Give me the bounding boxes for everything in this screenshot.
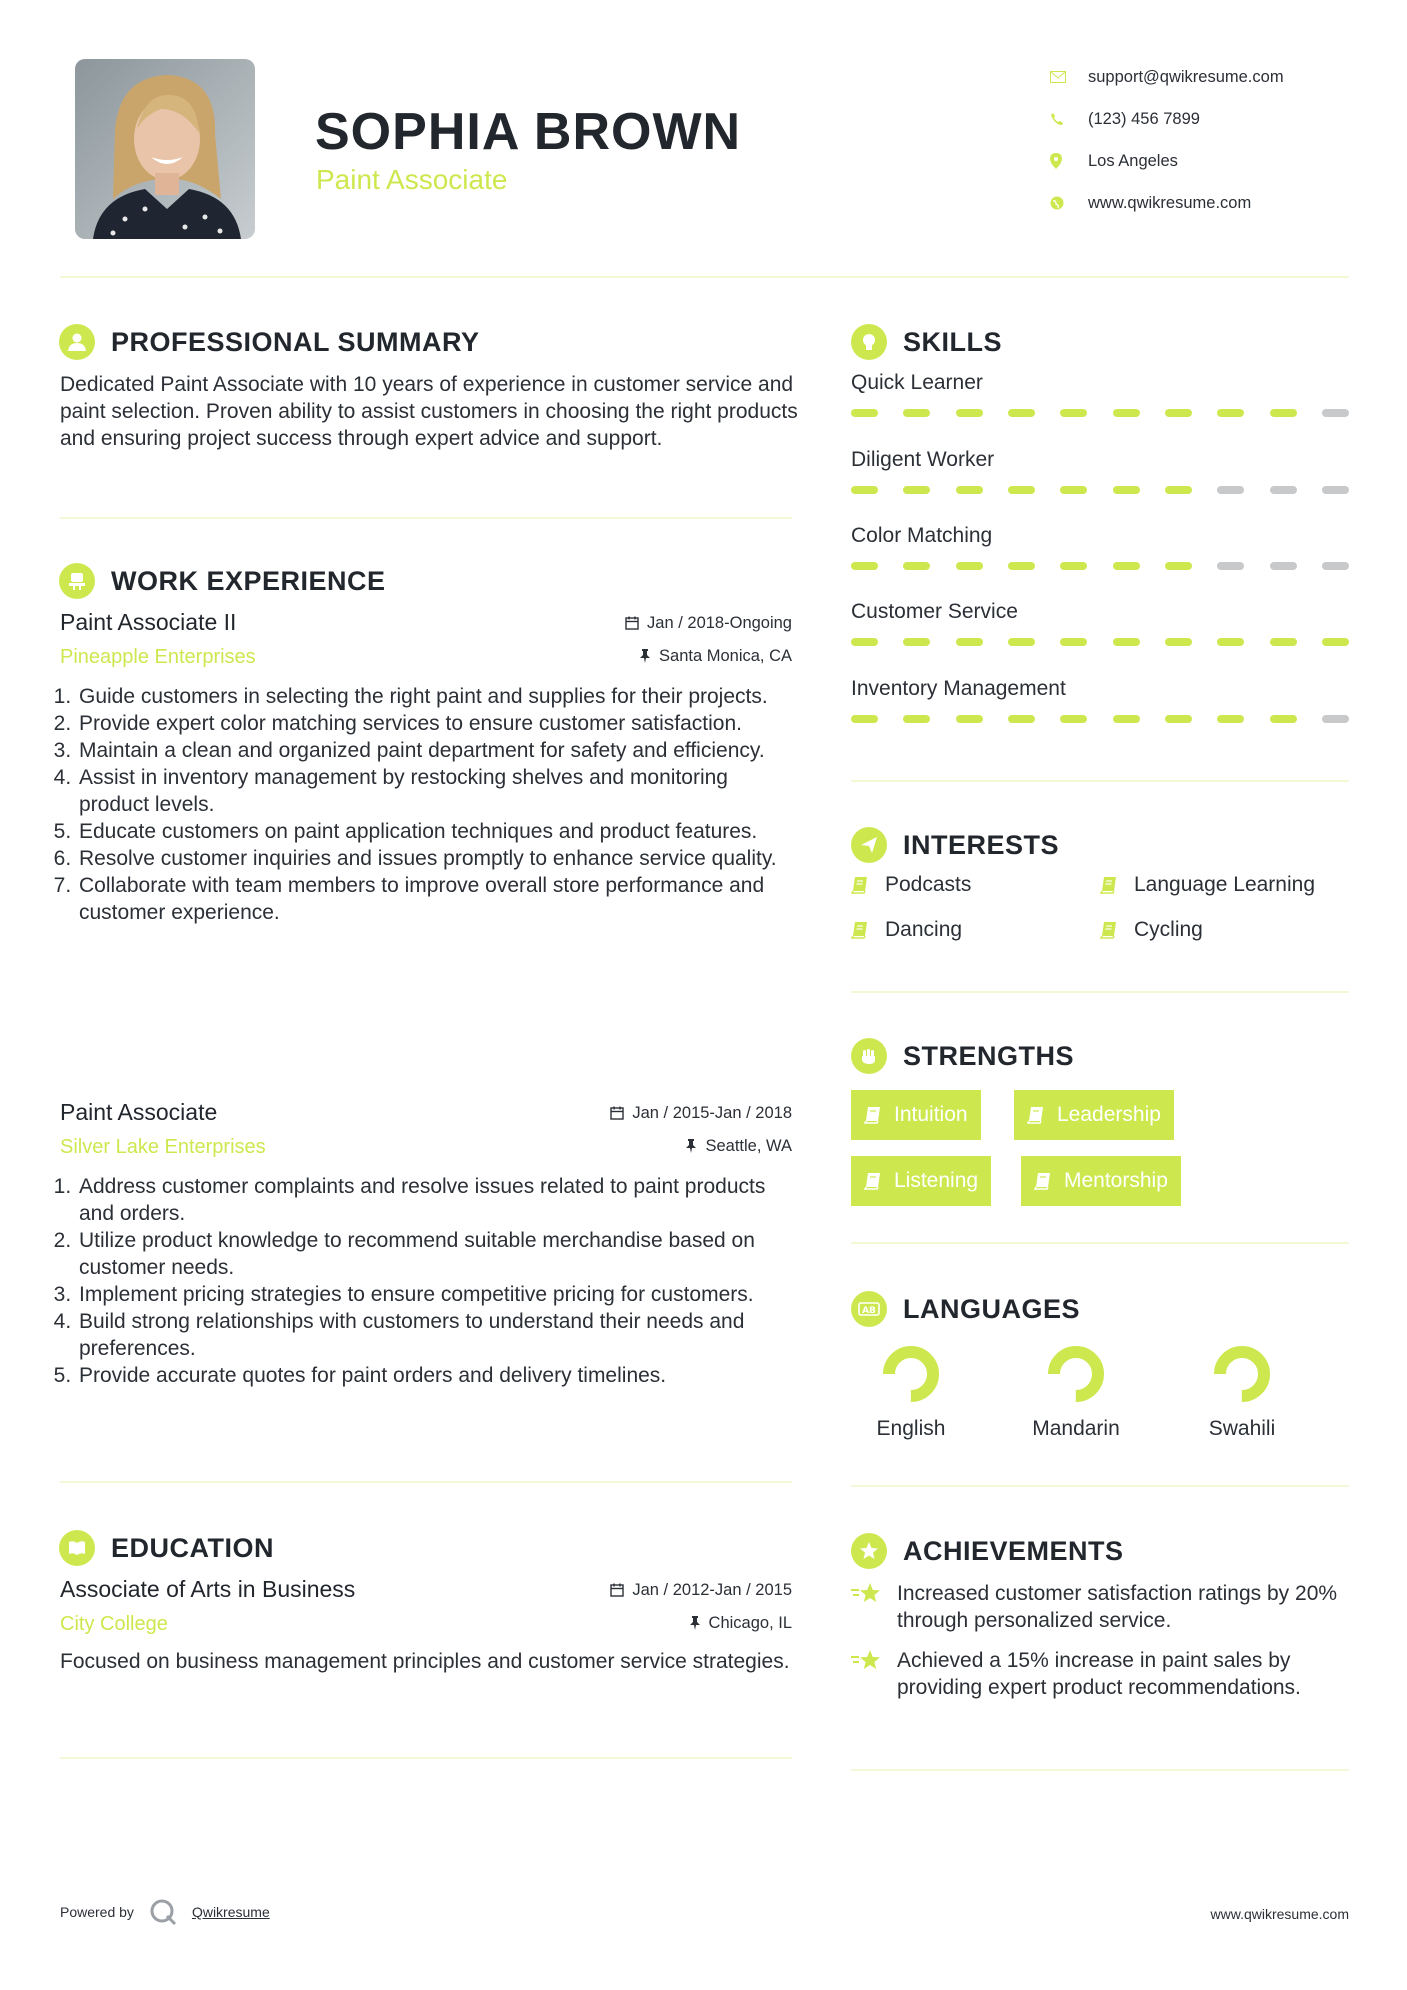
book-icon: [864, 1106, 882, 1124]
experience-section-header: [59, 563, 386, 599]
skill-dash-filled: [903, 486, 930, 494]
skill-dash-filled: [903, 715, 930, 723]
language-level-ring: [1212, 1344, 1272, 1404]
powered-by-text: Powered by: [60, 1904, 134, 1920]
skill-item: [851, 600, 1349, 646]
summary-section-header: [59, 324, 480, 360]
book-icon: [851, 921, 869, 939]
interest-label: Dancing: [885, 918, 963, 941]
skill-dash-empty: [1270, 562, 1297, 570]
skill-dash-filled: [903, 562, 930, 570]
skill-dash-filled: [1113, 638, 1140, 646]
footer-website[interactable]: www.qwikresume.com: [1210, 1906, 1349, 1922]
calendar-icon: [610, 1583, 624, 1597]
achievements-divider: [851, 1769, 1349, 1771]
strength-tag: [851, 1156, 991, 1206]
education-dates-text: Jan / 2012-Jan / 2015: [632, 1580, 792, 1599]
education-entry: [60, 1576, 792, 1675]
candidate-name: SOPHIA BROWN: [315, 103, 742, 161]
skill-dash-filled: [956, 715, 983, 723]
skill-dash-empty: [1270, 486, 1297, 494]
interest-label: Language Learning: [1134, 873, 1316, 896]
skill-name: Diligent Worker: [851, 448, 995, 471]
book-icon: [1100, 921, 1118, 939]
graduation-icon: [59, 1530, 95, 1566]
book-icon: [1034, 1172, 1052, 1190]
skill-dash-filled: [956, 409, 983, 417]
skill-level-bar: [851, 562, 1349, 570]
strengths-title: STRENGTHS: [903, 1040, 1075, 1071]
job-entry: [60, 1099, 792, 1389]
list-item: 2. Utilize product knowledge to recommend suitable merchandise based on customer needs.: [77, 1227, 792, 1281]
skill-dash-filled: [1060, 715, 1087, 723]
skill-item: [851, 677, 1349, 723]
job-title: Paint Associate II: [60, 609, 237, 635]
skill-dash-filled: [1008, 562, 1035, 570]
job-dates: [610, 1104, 792, 1123]
skill-dash-empty: [1322, 486, 1349, 494]
strengths-divider: [851, 1242, 1349, 1244]
job-entry: [60, 609, 792, 926]
interest-label: Podcasts: [885, 873, 972, 896]
language-item: [846, 1344, 976, 1441]
skill-dash-filled: [1008, 409, 1035, 417]
skill-name: Customer Service: [851, 600, 1018, 623]
education-dates: [610, 1581, 792, 1600]
achievement-text: Achieved a 15% increase in paint sales by providing expert product recommendations.: [897, 1649, 1301, 1699]
contact-email[interactable]: [1050, 56, 1370, 98]
language-level-arc: [1054, 1352, 1098, 1396]
degree-title: Associate of Arts in Business: [60, 1576, 356, 1602]
contact-website-text: www.qwikresume.com: [1088, 193, 1252, 212]
list-item: 6. Resolve customer inquiries and issues promptly to enhance service quality.: [77, 845, 792, 872]
languages-section-header: [851, 1291, 1080, 1327]
education-location-text: Chicago, IL: [708, 1613, 792, 1632]
achievements-section-header: [851, 1533, 1124, 1569]
skill-dash-filled: [1113, 562, 1140, 570]
list-item: 3. Implement pricing strategies to ensure competitive pricing for customers.: [77, 1281, 792, 1308]
skill-dash-filled: [1322, 638, 1349, 646]
calendar-icon: [610, 1106, 624, 1120]
skill-dash-filled: [851, 409, 878, 417]
skill-dash-filled: [851, 638, 878, 646]
language-level-ring: [1046, 1344, 1106, 1404]
svg-text:AB: AB: [862, 1306, 876, 1316]
contact-list: [1050, 56, 1370, 224]
contact-phone-text: (123) 456 7899: [1088, 109, 1200, 128]
summary-divider: [60, 517, 792, 519]
languages-divider: [851, 1485, 1349, 1487]
skill-dash-filled: [1165, 715, 1192, 723]
language-level-arc: [1220, 1352, 1264, 1396]
skills-section-header: [851, 324, 1002, 360]
achievements-title: ACHIEVEMENTS: [903, 1535, 1124, 1566]
skill-dash-filled: [1165, 486, 1192, 494]
achievement-item: [851, 1580, 1351, 1634]
star-icon: [851, 1582, 883, 1606]
job-location-text: Santa Monica, CA: [659, 646, 792, 665]
language-name: Swahili: [1208, 1417, 1276, 1440]
job-company: Pineapple Enterprises: [60, 646, 256, 668]
list-item: 5. Provide accurate quotes for paint orders and delivery timelines.: [77, 1362, 792, 1389]
paper-plane-icon: [851, 827, 887, 863]
skill-dash-filled: [956, 562, 983, 570]
list-item: 1. Address customer complaints and resolve issues related to paint products and orders.: [77, 1173, 792, 1227]
job-location: [639, 647, 792, 666]
pushpin-icon: [689, 1616, 701, 1630]
globe-icon: [1050, 193, 1088, 213]
star-icon: [851, 1649, 883, 1673]
contact-email-text: support@qwikresume.com: [1088, 67, 1284, 86]
candidate-job-title: Paint Associate: [316, 164, 508, 195]
skill-level-bar: [851, 486, 1349, 494]
skill-name: Quick Learner: [851, 371, 983, 394]
map-pin-icon: [1050, 151, 1088, 171]
language-level-arc: [889, 1352, 933, 1396]
qwikresume-logo-icon: [148, 1897, 178, 1927]
list-item: 1. Guide customers in selecting the right paint and supplies for their projects.: [77, 683, 792, 710]
achievement-item: [851, 1647, 1351, 1701]
strength-label: Intuition: [894, 1103, 968, 1126]
contact-phone[interactable]: [1050, 98, 1370, 140]
skill-dash-filled: [903, 409, 930, 417]
strengths-section-header: [851, 1038, 1074, 1074]
skill-dash-filled: [1008, 638, 1035, 646]
skill-dash-filled: [851, 562, 878, 570]
skill-dash-filled: [1113, 715, 1140, 723]
skill-dash-filled: [1165, 562, 1192, 570]
skill-dash-filled: [1270, 638, 1297, 646]
skill-dash-filled: [1060, 486, 1087, 494]
interest-item: [851, 918, 962, 942]
skill-dash-filled: [851, 486, 878, 494]
skill-dash-empty: [1322, 409, 1349, 417]
user-icon: [59, 324, 95, 360]
summary-text: Dedicated Paint Associate with 10 years of experience in customer service and paint selection. Proven ability to assist customers in choosing the right products and ensuring project success through expert advice and support.: [60, 373, 798, 450]
lightbulb-icon: [851, 324, 887, 360]
strength-tag: [1014, 1090, 1174, 1140]
skill-dash-filled: [903, 638, 930, 646]
skill-level-bar: [851, 638, 1349, 646]
job-dates-text: Jan / 2015-Jan / 2018: [632, 1103, 792, 1122]
fist-icon: [851, 1038, 887, 1074]
language-item: [1011, 1344, 1141, 1441]
calendar-icon: [625, 616, 639, 630]
skill-dash-filled: [1008, 486, 1035, 494]
contact-location: [1050, 140, 1370, 182]
school-name: City College: [60, 1613, 168, 1635]
job-location-text: Seattle, WA: [705, 1136, 792, 1155]
skill-dash-filled: [851, 715, 878, 723]
phone-icon: [1050, 109, 1088, 129]
job-dates: [625, 614, 792, 633]
job-duties-list: [60, 683, 792, 926]
skill-dash-filled: [1113, 486, 1140, 494]
job-company: Silver Lake Enterprises: [60, 1136, 266, 1158]
job-location: [685, 1137, 792, 1156]
skill-name: Inventory Management: [851, 677, 1066, 700]
strength-tag: [851, 1090, 981, 1140]
book-icon: [1027, 1106, 1045, 1124]
skill-dash-filled: [1217, 638, 1244, 646]
footer-powered-by: [60, 1897, 270, 1927]
qwikresume-link[interactable]: Qwikresume: [191, 1904, 270, 1920]
contact-location-text: Los Angeles: [1088, 151, 1178, 170]
experience-title: WORK EXPERIENCE: [111, 565, 386, 596]
skill-item: [851, 524, 1349, 570]
skill-dash-filled: [1060, 562, 1087, 570]
interest-item: [1100, 918, 1203, 942]
job-title: Paint Associate: [60, 1099, 218, 1125]
skill-item: [851, 371, 1349, 417]
job-duties-list: [60, 1173, 792, 1389]
education-section-header: [59, 1530, 274, 1566]
language-item: [1177, 1344, 1307, 1441]
skill-item: [851, 448, 1349, 494]
skill-dash-filled: [1165, 638, 1192, 646]
skill-dash-filled: [1113, 409, 1140, 417]
language-icon: [851, 1291, 887, 1327]
skill-dash-filled: [956, 486, 983, 494]
skill-dash-filled: [1217, 715, 1244, 723]
envelope-icon: [1050, 67, 1088, 87]
language-name: English: [876, 1417, 946, 1440]
book-icon: [864, 1172, 882, 1190]
skill-dash-filled: [1270, 409, 1297, 417]
pushpin-icon: [639, 649, 651, 663]
skill-dash-filled: [1008, 715, 1035, 723]
interest-label: Cycling: [1134, 918, 1203, 941]
skill-dash-filled: [1060, 409, 1087, 417]
strength-tag: [1021, 1156, 1181, 1206]
profile-photo: [75, 59, 255, 239]
skill-dash-filled: [956, 638, 983, 646]
language-name: Mandarin: [1032, 1417, 1120, 1440]
interest-item: [851, 873, 971, 897]
pushpin-icon: [685, 1139, 697, 1153]
skill-dash-empty: [1217, 486, 1244, 494]
header-divider: [60, 276, 1349, 278]
skill-dash-empty: [1322, 562, 1349, 570]
achievement-text: Increased customer satisfaction ratings by 20% through personalized service.: [897, 1582, 1338, 1632]
skill-dash-filled: [1165, 409, 1192, 417]
strength-label: Mentorship: [1064, 1169, 1168, 1192]
education-title: EDUCATION: [111, 1532, 274, 1563]
skill-dash-filled: [1217, 409, 1244, 417]
skill-dash-empty: [1322, 715, 1349, 723]
skill-dash-empty: [1217, 562, 1244, 570]
skill-name: Color Matching: [851, 524, 993, 547]
strength-label: Leadership: [1057, 1103, 1161, 1126]
skill-level-bar: [851, 715, 1349, 723]
job-dates-text: Jan / 2018-Ongoing: [647, 613, 792, 632]
list-item: 5. Educate customers on paint application techniques and product features.: [77, 818, 792, 845]
summary-title: PROFESSIONAL SUMMARY: [111, 326, 480, 357]
interests-title: INTERESTS: [903, 829, 1060, 860]
education-divider: [60, 1757, 792, 1759]
skills-divider: [851, 780, 1349, 782]
list-item: 4. Build strong relationships with customers to understand their needs and preferences.: [77, 1308, 792, 1362]
skill-dash-filled: [1060, 638, 1087, 646]
profile-photo-image: [75, 59, 255, 239]
contact-website[interactable]: [1050, 182, 1370, 224]
experience-divider: [60, 1481, 792, 1483]
list-item: 4. Assist in inventory management by restocking shelves and monitoring product levels.: [77, 764, 792, 818]
trophy-icon: [851, 1533, 887, 1569]
education-location: [689, 1614, 792, 1633]
skill-level-bar: [851, 409, 1349, 417]
list-item: 3. Maintain a clean and organized paint department for safety and efficiency.: [77, 737, 792, 764]
list-item: 7. Collaborate with team members to improve overall store performance and customer experience.: [77, 872, 792, 926]
list-item: 2. Provide expert color matching services to ensure customer satisfaction.: [77, 710, 792, 737]
language-level-ring: [881, 1344, 941, 1404]
strength-label: Listening: [894, 1169, 979, 1192]
book-icon: [851, 876, 869, 894]
languages-title: LANGUAGES: [903, 1293, 1081, 1324]
skill-dash-filled: [1270, 715, 1297, 723]
briefcase-icon: [59, 563, 95, 599]
interests-divider: [851, 991, 1349, 993]
book-icon: [1100, 876, 1118, 894]
education-description: Focused on business management principles and customer service strategies.: [60, 1650, 790, 1673]
interests-section-header: [851, 827, 1059, 863]
interest-item: [1100, 873, 1315, 897]
skills-title: SKILLS: [903, 326, 1003, 357]
